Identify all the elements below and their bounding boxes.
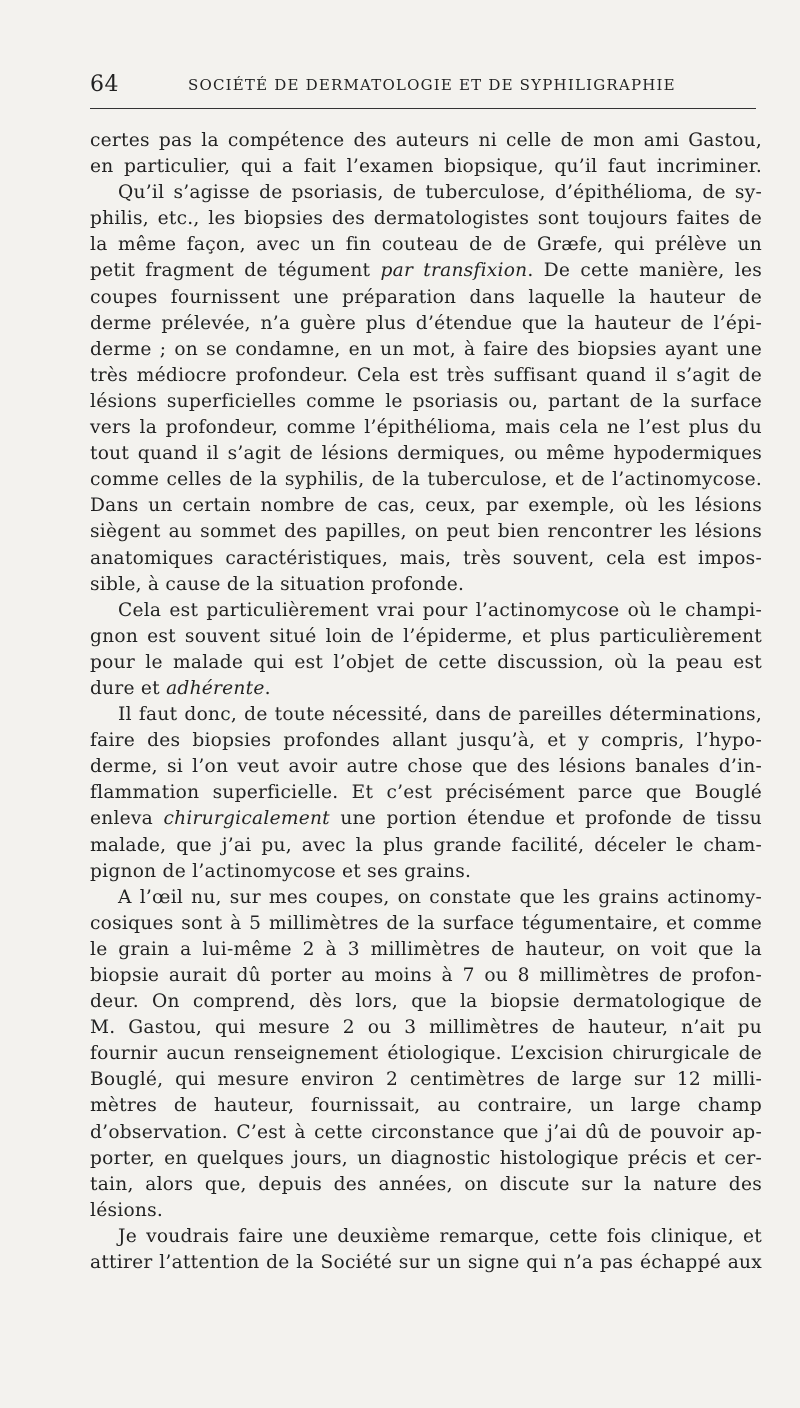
text-segment: très médiocre profondeur. Cela est très suffisant quand il s’agit de: [90, 364, 762, 386]
text-line: [90, 624, 762, 650]
text-segment: coupes fournissent une préparation dans laquelle la hauteur de: [90, 286, 762, 308]
text-line: [90, 180, 762, 206]
text-segment: derme ; on se condamne, en un mot, à faire des biopsies ayant une: [90, 338, 762, 360]
text-segment: A l’œil nu, sur mes coupes, on constate que les grains actinomy-: [118, 886, 762, 908]
text-line: [90, 519, 762, 545]
text-segment: Qu’il s’agisse de psoriasis, de tuberculose, d’épithélioma, de sy-: [118, 182, 762, 204]
text-segment: Cela est particulièrement vrai pour l’actinomycose où le champi-: [118, 599, 762, 621]
text-segment: faire des biopsies profondes allant jusqu’à, et y compris, l’hypo-: [90, 730, 762, 752]
text-line: [90, 363, 762, 389]
text-segment: fournir aucun renseignement étiologique. L’excision chirurgicale de: [90, 1043, 762, 1065]
page-number: 64: [90, 72, 119, 97]
text-line: [90, 1146, 762, 1172]
text-segment: derme, si l’on veut avoir autre chose que des lésions banales d’in-: [90, 756, 762, 778]
italic-phrase: par transfixion: [380, 260, 528, 282]
text-segment: le grain a lui-même 2 à 3 millimètres de hauteur, on voit que la: [90, 938, 762, 960]
text-line: [90, 572, 762, 598]
text-segment: . De cette manière, les: [527, 260, 762, 282]
text-line: [90, 546, 762, 572]
body-text: [90, 128, 762, 1276]
text-segment: lésions.: [90, 1199, 164, 1221]
text-line: [90, 989, 762, 1015]
text-line: [90, 1041, 762, 1067]
text-line: [90, 1172, 762, 1198]
text-segment: siègent au sommet des papilles, on peut bien rencontrer les lésions: [90, 521, 762, 543]
text-segment: tout quand il s’agit de lésions dermiques, ou même hypodermiques: [90, 443, 762, 465]
text-line: [90, 1198, 762, 1224]
italic-phrase: chirurgicalement: [163, 808, 330, 830]
text-segment: certes pas la compétence des auteurs ni celle de mon ami Gastou,: [90, 130, 762, 151]
text-segment: .: [264, 677, 271, 699]
running-title: SOCIÉTÉ DE DERMATOLOGIE ET DE SYPHILIGRAPHIE: [188, 76, 676, 94]
text-line: [90, 1067, 762, 1093]
text-line: [90, 1224, 762, 1250]
text-segment: malade, que j’ai pu, avec la plus grande facilité, déceler le cham-: [90, 834, 762, 856]
text-segment: Je voudrais faire une deuxième remarque, cette fois clinique, et: [118, 1225, 762, 1247]
text-line: [90, 885, 762, 911]
text-line: [90, 128, 762, 154]
text-segment: la même façon, avec un fin couteau de de Græfe, qui prélève un: [90, 234, 762, 256]
text-line: [90, 285, 762, 311]
text-segment: d’observation. C’est à cette circonstance que j’ai dû de pouvoir ap-: [90, 1121, 762, 1143]
text-segment: lésions superficielles comme le psoriasis ou, partant de la surface: [90, 390, 762, 412]
text-segment: attirer l’attention de la Société sur un signe qui n’a pas échappé aux: [90, 1252, 762, 1274]
text-line: [90, 780, 762, 806]
text-line: [90, 415, 762, 441]
text-segment: philis, etc., les biopsies des dermatologistes sont toujours faites de: [90, 208, 762, 230]
text-segment: porter, en quelques jours, un diagnostic histologique précis et cer-: [90, 1147, 762, 1169]
text-line: [90, 1250, 762, 1276]
text-segment: mètres de hauteur, fournissait, au contraire, un large champ: [90, 1095, 762, 1117]
text-segment: en particulier, qui a fait l’examen biopsique, qu’il faut incriminer.: [90, 156, 762, 178]
text-segment: gnon est souvent situé loin de l’épiderme, et plus particulièrement: [90, 625, 762, 647]
text-segment: petit fragment de tégument: [90, 260, 381, 282]
text-segment: flammation superficielle. Et c’est précisément parce que Bouglé: [90, 782, 762, 804]
text-segment: enleva: [90, 808, 164, 830]
text-line: [90, 311, 762, 337]
text-line: [90, 258, 762, 284]
text-line: [90, 1015, 762, 1041]
text-line: [90, 806, 762, 832]
page-header: [90, 72, 756, 102]
text-line: [90, 702, 762, 728]
text-line: [90, 833, 762, 859]
text-line: [90, 154, 762, 180]
text-segment: pignon de l’actinomycose et ses grains.: [90, 860, 472, 882]
text-segment: Dans un certain nombre de cas, ceux, par exemple, où les lésions: [90, 495, 762, 517]
text-line: [90, 963, 762, 989]
text-line: [90, 859, 762, 885]
text-segment: vers la profondeur, comme l’épithélioma, mais cela ne l’est plus du: [90, 417, 762, 439]
text-segment: dure et: [90, 677, 167, 699]
text-segment: Il faut donc, de toute nécessité, dans de pareilles déterminations,: [118, 704, 762, 726]
text-line: [90, 1093, 762, 1119]
text-segment: cosiques sont à 5 millimètres de la surface tégumentaire, et comme: [90, 912, 762, 934]
text-line: [90, 728, 762, 754]
text-line: [90, 441, 762, 467]
text-segment: une portion étendue et profonde de tissu: [329, 808, 762, 830]
text-segment: tain, alors que, depuis des années, on discute sur la nature des: [90, 1173, 762, 1195]
text-segment: derme prélevée, n’a guère plus d’étendue que la hauteur de l’épi-: [90, 312, 762, 334]
text-line: [90, 206, 762, 232]
text-line: [90, 598, 762, 624]
text-line: [90, 911, 762, 937]
header-rule: [90, 108, 756, 109]
text-segment: sible, à cause de la situation profonde.: [90, 573, 465, 595]
text-segment: anatomiques caractéristiques, mais, très souvent, cela est impos-: [90, 547, 762, 569]
text-segment: biopsie aurait dû porter au moins à 7 ou 8 millimètres de profon-: [90, 965, 762, 986]
text-segment: deur. On comprend, dès lors, que la biopsie dermatologique de: [90, 991, 762, 1013]
text-line: [90, 754, 762, 780]
text-line: [90, 1120, 762, 1146]
text-segment: comme celles de la syphilis, de la tuberculose, et de l’actinomycose.: [90, 469, 762, 491]
text-line: [90, 650, 762, 676]
text-line: [90, 676, 762, 702]
text-segment: Bouglé, qui mesure environ 2 centimètres de large sur 12 milli-: [90, 1069, 762, 1091]
italic-phrase: adhérente: [166, 677, 265, 699]
text-line: [90, 467, 762, 493]
text-line: [90, 389, 762, 415]
text-segment: pour le malade qui est l’objet de cette discussion, où la peau est: [90, 651, 762, 673]
text-line: [90, 493, 762, 519]
text-segment: M. Gastou, qui mesure 2 ou 3 millimètres de hauteur, n’ait pu: [90, 1017, 762, 1039]
text-line: [90, 937, 762, 963]
text-line: [90, 337, 762, 363]
text-line: [90, 232, 762, 258]
